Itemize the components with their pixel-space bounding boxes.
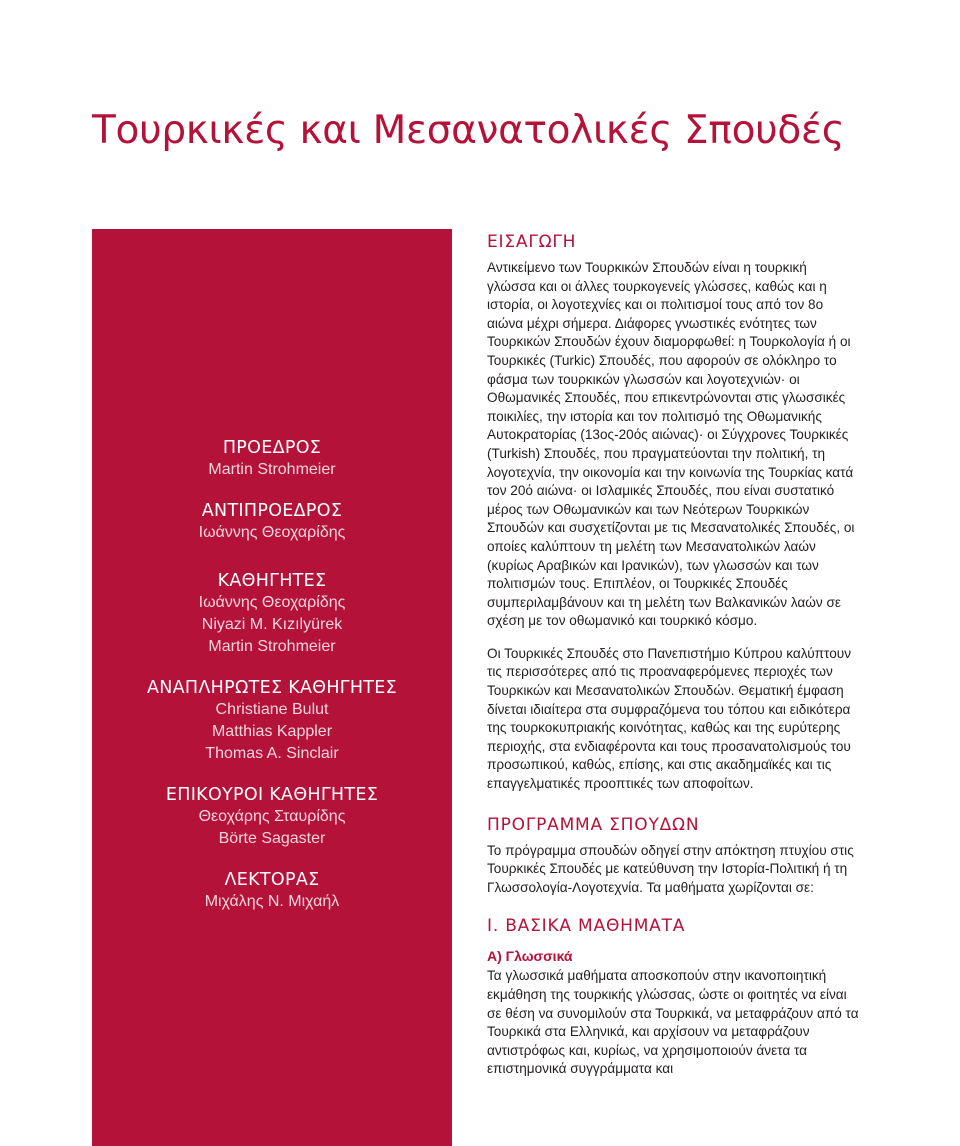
language-courses-paragraph: Τα γλωσσικά μαθήματα αποσκοπούν στην ικανοποιητική εκμάθηση της τουρκικής γλώσσας, ώστε οι φοιτητές να είναι σε θέση να συνομιλούν στα Τουρκικά, να μεταφράζουν από τα Τουρκικά στα Ελληνικά, και αρχίσουν να μεταφράζουν αντιστρόφως και, κυρίως, να χρησιμοποιούν άνετα τα επιστημονικά συγγράμματα και — [487, 968, 859, 1077]
intro-heading: ΕΙΣΑΓΩΓΗ — [487, 232, 577, 252]
staff-group-lecturer — [92, 869, 452, 913]
staff-name: Niyazi M. Kızılyürek — [201, 616, 343, 633]
program-paragraph: Το πρόγραμμα σπουδών οδηγεί στην απόκτηση πτυχίου στις Τουρκικές Σπουδές με κατεύθυνση την Ιστορία-Πολιτική ή τη Γλωσσολογία-Λογοτεχνία. Τα μαθήματα χωρίζονται σε: — [487, 842, 854, 895]
staff-heading: ΠΡΟΕΔΡΟΣ — [222, 438, 322, 458]
staff-group-associate-professors — [92, 677, 452, 765]
staff-sidebar — [92, 229, 452, 1146]
staff-name: Matthias Kappler — [211, 723, 333, 740]
staff-name: Börte Sagaster — [218, 830, 326, 847]
staff-group-assistant-professors — [92, 784, 452, 850]
staff-name: Ιωάννης Θεοχαρίδης — [198, 594, 346, 611]
staff-group-president — [92, 437, 452, 481]
staff-name: Θεοχάρης Σταυρίδης — [198, 808, 346, 825]
staff-name: Ιωάννης Θεοχαρίδης — [198, 524, 346, 541]
main-content — [487, 231, 859, 1079]
staff-name: Martin Strohmeier — [208, 461, 336, 478]
basic-courses-heading: Ι. ΒΑΣΙΚΑ ΜΑΘΗΜΑΤΑ — [487, 916, 686, 937]
intro-paragraph: Αντικείμενο των Τουρκικών Σπουδών είναι η τουρκική γλώσσα και οι άλλες τουρκογενείς γλώσσες, καθώς και η ιστορία, οι λογοτεχνίες και οι πολιτισμοί τους από τον 8ο αιώνα μέχρι σήμερα. Διάφορες γνωστικές ενότητες των Τουρκικών Σπουδών έχουν διαμορφωθεί: η Τουρκολογία ή οι Τουρκικές (Turkic) Σπουδές, που αφορούν σε ολόκληρο το φάσμα των τουρκικών γλωσσών και λογοτεχνιών· οι Οθωμανικές Σπουδές, που επικεντρώνονται στις γλωσσικές ποικιλίες, την ιστορία και τον πολιτισμό της Οθωμανικής Αυτοκρατορίας (13ος-20ός αιώνας)· οι Σύγχρονες Τουρκικές (Turkish) Σπουδές, που πραγματεύονται την πολιτική, τη λογοτεχνία, την οικονομία και την κοινωνία της Τουρκίας κατά τον 20ό αιώνα· οι Ισλαμικές Σπουδές, που είναι συστατικό μέρος των Οθωμανικών και των Νεότερων Τουρκικών Σπουδών και συσχετίζονται με τις Μεσανατολικές Σπουδές, οι οποίες καλύπτουν τη μελέτη των Μεσανατολικών λαών (κυρίως Αραβικών και Ιρανικών), των γλωσσών και των πολιτισμών τους. Επιπλέον, οι Τουρκικές Σπουδές συμπεριλαμβάνουν και τη μελέτη των Βαλκανικών λαών σε σχέση με τον οθωμανικό και τουρκικό κόσμο. — [487, 260, 855, 629]
staff-heading: ΛΕΚΤΟΡΑΣ — [224, 870, 320, 890]
staff-name: Christiane Bulut — [215, 701, 329, 718]
staff-heading: ΕΠΙΚΟΥΡΟΙ ΚΑΘΗΓΗΤΕΣ — [165, 785, 379, 805]
staff-name: Martin Strohmeier — [208, 638, 336, 655]
page-title: Τουρκικές και Μεσανατολικές Σπουδές — [92, 108, 845, 153]
staff-heading: ΚΑΘΗΓΗΤΕΣ — [217, 571, 327, 591]
staff-heading: ΑΝΤΙΠΡΟΕΔΡΟΣ — [201, 501, 343, 521]
section-spacer — [487, 794, 859, 814]
staff-name: Thomas A. Sinclair — [205, 745, 339, 762]
intro-paragraph: Οι Τουρκικές Σπουδές στο Πανεπιστήμιο Κύπρου καλύπτουν τις περισσότερες από τις προαναφερόμενες περιοχές των Τουρκικών και Μεσανατολικών Σπουδών. Θεματική έμφαση δίνεται ιδιαίτερα στα συμφραζόμενα του τόπου και ειδικότερα της τουρκοκυπριακής κοινότητας, καθώς και της ευρύτερης περιοχής, στα ενδιαφέροντα και τους προσανατολισμούς του προσωπικού, καθώς, επίσης, και στις ακαδημαϊκές και τις επαγγελματικές προοπτικές των αποφοίτων. — [487, 645, 852, 792]
language-courses-subheading: Α) Γλωσσικά — [487, 948, 573, 965]
staff-group-vice-president — [92, 500, 452, 544]
staff-list — [92, 437, 452, 932]
staff-heading: ΑΝΑΠΛΗΡΩΤΕΣ ΚΑΘΗΓΗΤΕΣ — [146, 678, 397, 698]
program-heading: ΠΡΟΓΡΑΜΜΑ ΣΠΟΥΔΩΝ — [487, 814, 700, 835]
staff-name: Μιχάλης Ν. Μιχαήλ — [204, 893, 340, 910]
section-spacer — [487, 897, 859, 915]
staff-group-professors — [92, 570, 452, 658]
